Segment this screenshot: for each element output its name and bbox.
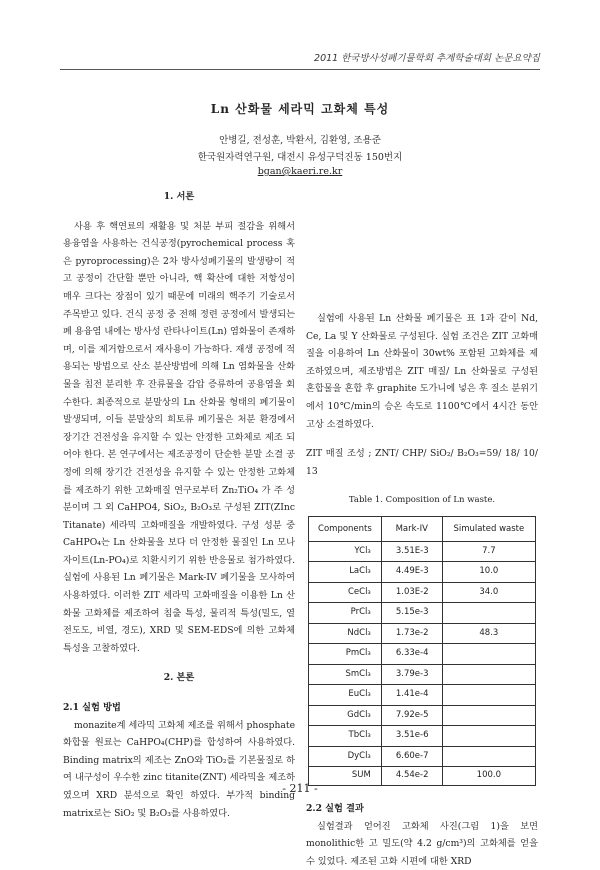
table-cell: 6.33e-4 <box>381 644 442 665</box>
table-row <box>309 726 536 747</box>
intro-heading: 1. 서론 <box>163 191 195 202</box>
table-cell: 5.15e-3 <box>381 603 442 624</box>
table-cell <box>442 705 535 726</box>
table-row <box>309 603 536 624</box>
table-cell: 7.92e-5 <box>381 705 442 726</box>
right-column <box>306 188 538 870</box>
table-cell <box>442 603 535 624</box>
col-header: Simulated waste <box>442 516 535 541</box>
table-caption: Table 1. Composition of Ln waste. <box>348 495 496 506</box>
table-cell <box>442 726 535 747</box>
table-cell <box>442 746 535 767</box>
table-cell <box>442 664 535 685</box>
authors: 안병길, 전성훈, 박환서, 김환영, 조용준 <box>219 135 381 146</box>
table-cell: 1.03E-2 <box>381 582 442 603</box>
table-cell: TbCl₃ <box>309 726 382 747</box>
exp-heading: 2.1 실험 방법 <box>63 702 121 714</box>
results-heading: 2.2 실험 결과 <box>306 803 364 815</box>
table-cell: PrCl₃ <box>309 603 382 624</box>
table-cell <box>442 685 535 706</box>
table-body <box>309 541 536 785</box>
conference-header: 2011 한국방사성폐기물학회 추계학술대회 논문요약집 <box>314 53 540 64</box>
table-cell: 34.0 <box>442 582 535 603</box>
table-cell: 10.0 <box>442 562 535 583</box>
table-cell: SmCl₃ <box>309 664 382 685</box>
table-cell: 1.73e-2 <box>381 623 442 644</box>
table-row <box>309 562 536 583</box>
affiliation: 한국원자력연구원, 대전시 유성구덕진동 150번지 <box>197 152 403 163</box>
body-heading: 2. 본론 <box>163 672 195 684</box>
paper-title: Ln 산화물 세라믹 고화체 특성 <box>210 102 390 116</box>
table-row <box>309 664 536 685</box>
exp-paragraph: monazite계 세라믹 고화체 제조를 위해서 phosphate 화합물 원료는 CaHPO₄(CHP)를 합성하여 사용하였다. Binding matrix의 제조는 ZnO와 TiO₂를 기본물질로 하여 내구성이 우수한 zinc titanite(ZNT) 세라믹을 제조하였으며 XRD 분석으로 확인 하였다. 부가적 binding matrix로는 SiO₂ 및 B₂O₃를 사용하였다. <box>63 719 296 819</box>
results-paragraph: 실험결과 얻어진 고화체 사진(그림 1)을 보면 monolithic한 고 밀도(약 4.2 g/cm³)의 고화체를 얻을 수 있었다. 제조된 고화 시편에 대한 XRD <box>306 820 538 867</box>
table-row <box>309 582 536 603</box>
table-cell: 48.3 <box>442 623 535 644</box>
table-cell: LaCl₃ <box>309 562 382 583</box>
table-cell: 4.54e-2 <box>381 767 442 786</box>
table-cell: 3.51e-6 <box>381 726 442 747</box>
left-column <box>63 188 295 822</box>
table-row <box>309 746 536 767</box>
page-number: - 211 - <box>282 782 318 795</box>
table-cell <box>442 644 535 665</box>
col-header: Mark-IV <box>381 516 442 541</box>
table-cell: 3.79e-3 <box>381 664 442 685</box>
table-cell: SUM <box>309 767 382 786</box>
zit-composition: ZIT 매질 조성 ; ZNT/ CHP/ SiO₂/ B₂O₃=59/ 18/ 10/ 13 <box>306 448 538 477</box>
table-row <box>309 644 536 665</box>
table-cell: YCl₃ <box>309 541 382 562</box>
intro-paragraph: 사용 후 핵연료의 재활용 및 처분 부피 절감을 위해서 용융염을 사용하는 건식공정(pyrochemical process 혹은 pyroprocessing)은 2차 방사성폐기물의 발생량이 적고 공정이 간단할 뿐만 아니라, 핵 확산에 대한 저항성이 매우 크다는 장점이 있기 때문에 미래의 핵주기 기술로서 주목받고 있다. 건식 공정 중 전해 정련 공정에서 발생되는 폐 용융염 내에는 방사성 란타나이트(Ln) 염화물이 존재하며, 이를 제거함으로서 재사용이 가능하다. 재생 공정에 적용되는 방법으로 산소 분산방법에 의해 Ln 염화물을 산화물을 침전 분리한 후 잔류물을 감압 증류하여 공용염을 회수한다. 최종적으로 분말상의 Ln 산화물 형태의 폐기물이 발생되며, 이들 분말상의 희토류 폐기물은 처분 환경에서 장기간 건전성을 유지할 수 있는 안정한 고화체로 제조 되어야 한다. 본 연구에서는 제조공정이 단순한 분말 소결 공정에 의해 장기간 건전성을 유지할 수 있는 안정한 고화체를 제조하기 위한 고화매질 연구로부터 Zn₂TiO₄ 가 주 성분이며 그 외 CaHPO4, SiO₂, B₂O₃로 구성된 ZIT(ZInc Titanate) 세라믹 고화매질을 개발하였다. 구성 성분 중 CaHPO₄는 Ln 산화물을 보다 더 안정한 물질인 Ln 모나자이트(Ln-PO₄)로 치환시키기 위한 반응물로 첨가하였다. 실험에 사용된 Ln 폐기물은 Mark-IV 폐기물을 모사하여 사용하였다. 이러한 ZIT 세라믹 고화매질을 이용한 Ln 산화물 고화체를 제조하여 침출 특성, 물리적 특성(밀도, 열전도도, 비열, 경도), XRD 및 SEM-EDS에 의한 고화체 특성을 고찰하였다. <box>63 220 295 654</box>
email-link[interactable]: bgan@kaeri.re.kr <box>257 166 343 177</box>
table-cell: GdCl₃ <box>309 705 382 726</box>
table-row <box>309 685 536 706</box>
table-header-row <box>309 516 536 541</box>
table-cell: 7.7 <box>442 541 535 562</box>
table-row <box>309 623 536 644</box>
table-cell: 1.41e-4 <box>381 685 442 706</box>
table-cell: DyCl₃ <box>309 746 382 767</box>
table-cell: 3.51E-3 <box>381 541 442 562</box>
exp-paragraph-2: 실험에 사용된 Ln 산화물 폐기물은 표 1과 같이 Nd, Ce, La 및 Y 산화물로 구성된다. 실험 조건은 ZIT 고화매질을 이용하여 Ln 산화물이 30wt% 포함된 고화체를 제조하였으며, 제조방법은 ZIT 매질/ Ln 산화물로 구성된 혼합물을 혼합 후 graphite 도가니에 넣은 후 질소 분위기에서 10℃/min의 승온 속도로 1100℃에서 4시간 동안 고상 소결하였다. <box>306 313 538 430</box>
table-cell: PmCl₃ <box>309 644 382 665</box>
table-cell: NdCl₃ <box>309 623 382 644</box>
table-cell: EuCl₃ <box>309 685 382 706</box>
table-cell: 6.60e-7 <box>381 746 442 767</box>
table-cell: 100.0 <box>442 767 535 786</box>
header-rule <box>60 69 540 70</box>
table-row <box>309 541 536 562</box>
table-cell: 4.49E-3 <box>381 562 442 583</box>
ln-waste-table <box>308 516 536 786</box>
table-cell: CeCl₃ <box>309 582 382 603</box>
table-row <box>309 705 536 726</box>
col-header: Components <box>309 516 382 541</box>
